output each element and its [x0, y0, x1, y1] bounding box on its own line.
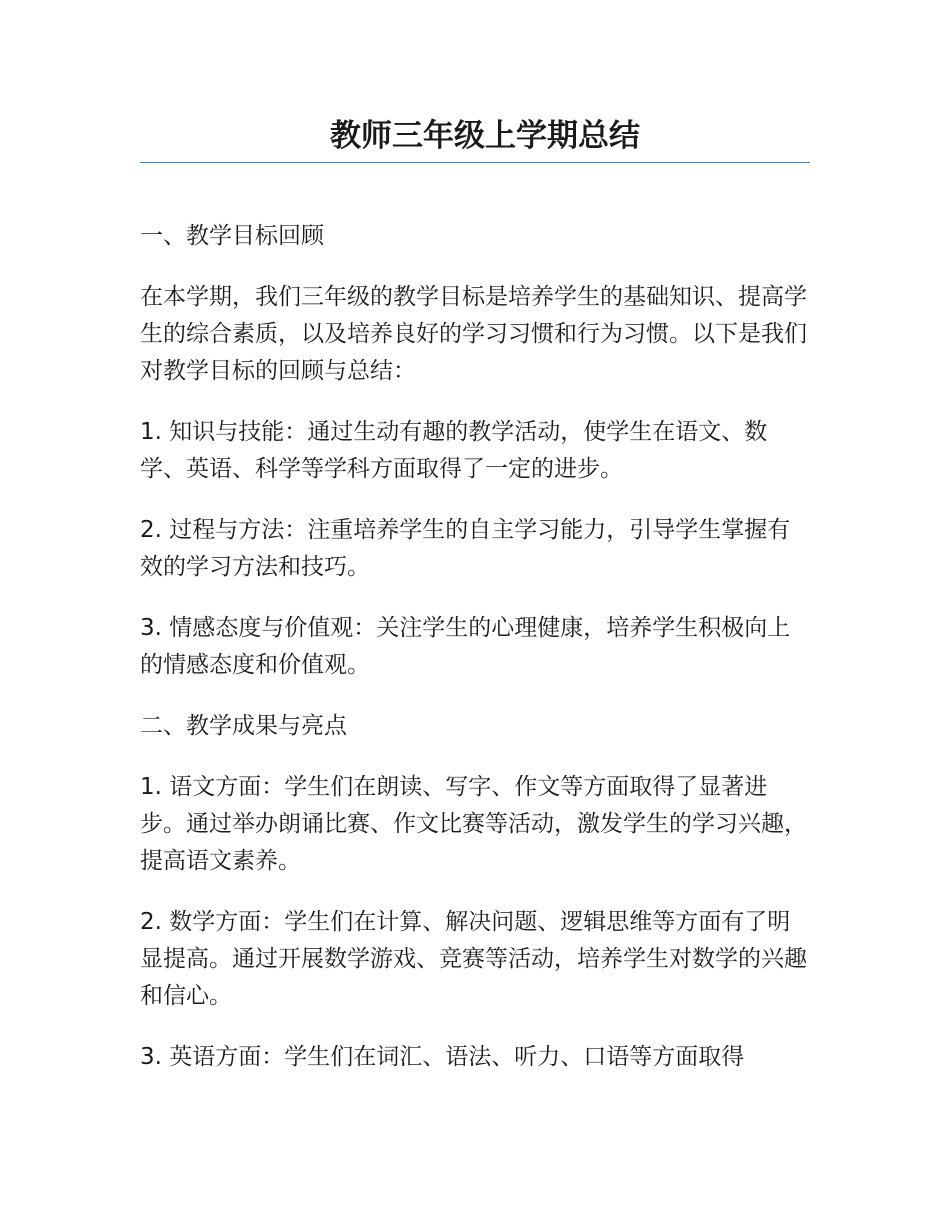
list-item-knowledge-skills: 1. 知识与技能：通过生动有趣的教学活动，使学生在语文、数学、英语、科学等学科方面取得了一定的进步。 — [140, 419, 768, 482]
list-item-emotion-values: 3. 情感态度与价值观：关注学生的心理健康，培养学生积极向上的情感态度和价值观。 — [140, 615, 791, 678]
section-heading-achievements: 二、教学成果与亮点 — [140, 713, 347, 739]
title-underline — [140, 162, 810, 163]
list-item-english: 3. 英语方面：学生们在词汇、语法、听力、口语等方面取得 — [140, 1044, 745, 1070]
section-heading-teaching-goals: 一、教学目标回顾 — [140, 223, 324, 249]
document-title: 教师三年级上学期总结 — [330, 118, 640, 154]
list-item-chinese: 1. 语文方面：学生们在朗读、写字、作文等方面取得了显著进步。通过举办朗诵比赛、作文比赛等活动，激发学生的学习兴趣，提高语文素养。 — [140, 774, 807, 874]
paragraph-goals-intro: 在本学期，我们三年级的教学目标是培养学生的基础知识、提高学生的综合素质，以及培养良好的学习习惯和行为习惯。以下是我们对教学目标的回顾与总结： — [140, 284, 807, 384]
document-body — [140, 218, 812, 1100]
list-item-math: 2. 数学方面：学生们在计算、解决问题、逻辑思维等方面有了明显提高。通过开展数学游戏、竞赛等活动，培养学生对数学的兴趣和信心。 — [140, 909, 807, 1009]
list-item-process-methods: 2. 过程与方法：注重培养学生的自主学习能力，引导学生掌握有效的学习方法和技巧。 — [140, 517, 791, 580]
